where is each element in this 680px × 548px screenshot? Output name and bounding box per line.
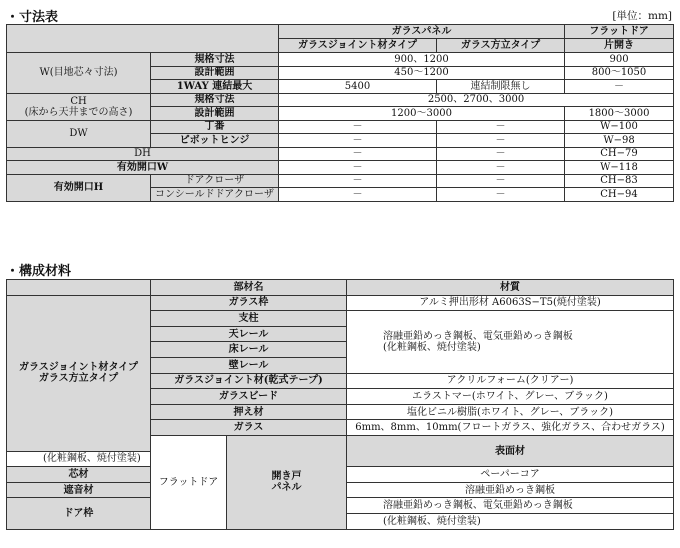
- bead-label: ガラスビード: [151, 389, 347, 405]
- glass-group-label: [7, 295, 151, 451]
- rail-material-line1: 溶融亜鉛めっき鋼板、電気亜鉛めっき鋼板: [383, 330, 573, 342]
- ceiling-rail-label: 天レール: [151, 326, 347, 342]
- w-max-label: 1WAY 連結最大: [151, 80, 279, 94]
- header-single-swing: 片開き: [565, 39, 674, 53]
- table-row: [7, 161, 674, 175]
- surface-material-line2: (化粧鋼板、焼付塗装): [7, 451, 151, 467]
- eh-closer-door: CH−83: [565, 174, 674, 188]
- w-std-label: 規格寸法: [151, 53, 279, 67]
- dw-pivot-mullion: －: [437, 134, 565, 148]
- w-max-joint: 5400: [279, 80, 437, 94]
- header-empty-cell: [7, 25, 279, 53]
- dw-label: DW: [7, 120, 151, 147]
- glass-label: ガラス: [151, 420, 347, 436]
- w-std-glass: 900、1200: [279, 53, 565, 67]
- dimension-table: [6, 24, 674, 202]
- table-row: [7, 53, 674, 67]
- ew-mullion: －: [437, 161, 565, 175]
- header-joint-type: ガラスジョイント材タイプ: [279, 39, 437, 53]
- dw-hinge-mullion: －: [437, 120, 565, 134]
- ch-range-glass: 1200～3000: [279, 107, 565, 121]
- ch-range-door: 1800～3000: [565, 107, 674, 121]
- eh-concealed-mullion: －: [437, 188, 565, 202]
- dh-label: DH: [7, 147, 279, 161]
- materials-table-title: ・構成材料: [6, 264, 72, 279]
- header-empty-cell: [7, 280, 151, 296]
- ch-range-label: 設計範囲: [151, 107, 279, 121]
- door-panel-label: [227, 435, 347, 529]
- post-label: 支柱: [151, 311, 347, 327]
- presser-material: 塩化ビニル樹脂(ホワイト、グレー、ブラック): [347, 404, 674, 420]
- glass-group-label-line1: ガラスジョイント材タイプ: [19, 362, 138, 374]
- header-part-name: 部材名: [151, 280, 347, 296]
- ch-label-line1: CH: [70, 95, 87, 107]
- w-range-label: 設計範囲: [151, 66, 279, 80]
- rail-material: [347, 311, 674, 373]
- w-max-mullion: 連結制限無し: [437, 80, 565, 94]
- frame-label: ガラス枠: [151, 295, 347, 311]
- w-std-door: 900: [565, 53, 674, 67]
- frame-material: アルミ押出形材 A6063S−T5(焼付塗装): [347, 295, 674, 311]
- table-header-row: [7, 25, 674, 39]
- dw-hinge-joint: －: [279, 120, 437, 134]
- eh-label: 有効開口H: [7, 174, 151, 201]
- w-range-door: 800～1050: [565, 66, 674, 80]
- header-mullion-type: ガラス方立タイプ: [437, 39, 565, 53]
- door-frame-material-line1: 溶融亜鉛めっき鋼板、電気亜鉛めっき鋼板: [347, 498, 674, 514]
- table-header-row: [7, 280, 674, 296]
- joint-label: ガラスジョイント材(乾式テープ): [151, 373, 347, 389]
- dw-pivot-door: W−98: [565, 134, 674, 148]
- ew-label: 有効開口W: [7, 161, 279, 175]
- w-range-glass: 450～1200: [279, 66, 565, 80]
- door-frame-label: ドア枠: [7, 498, 151, 529]
- table-row: [7, 174, 674, 188]
- ew-door: W−118: [565, 161, 674, 175]
- dh-door: CH−79: [565, 147, 674, 161]
- core-label: 芯材: [7, 467, 151, 483]
- surface-label: 表面材: [347, 435, 674, 466]
- door-frame-material-line2: (化粧鋼板、焼付塗装): [347, 513, 674, 529]
- header-material: 材質: [347, 280, 674, 296]
- eh-closer-joint: －: [279, 174, 437, 188]
- dh-joint: －: [279, 147, 437, 161]
- w-max-door: －: [565, 80, 674, 94]
- door-panel-label-line1: 開き戸: [271, 471, 302, 483]
- table-row: [7, 93, 674, 107]
- bead-material: エラストマー(ホワイト、グレー、ブラック): [347, 389, 674, 405]
- joint-material: アクリルフォーム(クリアー): [347, 373, 674, 389]
- door-group-label: フラットドア: [151, 435, 227, 529]
- table-row: [7, 295, 674, 311]
- eh-concealed-joint: －: [279, 188, 437, 202]
- ch-std-label: 規格寸法: [151, 93, 279, 107]
- dw-hinge-label: 丁番: [151, 120, 279, 134]
- ch-label: [7, 93, 151, 120]
- ch-std-all: 2500、2700、3000: [279, 93, 674, 107]
- ew-joint: －: [279, 161, 437, 175]
- table-row: [7, 147, 674, 161]
- dh-mullion: －: [437, 147, 565, 161]
- glass-group-label-line2: ガラス方立タイプ: [38, 373, 119, 385]
- rail-material-line2: (化粧鋼板、焼付塗装): [383, 341, 481, 353]
- header-glass-panel: ガラスパネル: [279, 25, 565, 39]
- eh-concealed-door: CH−94: [565, 188, 674, 202]
- presser-label: 押え材: [151, 404, 347, 420]
- eh-closer-mullion: －: [437, 174, 565, 188]
- dw-hinge-door: W−100: [565, 120, 674, 134]
- dw-pivot-joint: －: [279, 134, 437, 148]
- ch-label-line2: (床から天井までの高さ): [24, 106, 133, 118]
- eh-concealed-label: コンシールドドアクローザ: [151, 188, 279, 202]
- eh-closer-label: ドアクローザ: [151, 174, 279, 188]
- materials-table: [6, 279, 674, 530]
- dw-pivot-label: ピボットヒンジ: [151, 134, 279, 148]
- sound-label: 遮音材: [7, 482, 151, 498]
- core-material: ペーパーコア: [347, 467, 674, 483]
- sound-material: 溶融亜鉛めっき鋼板: [347, 482, 674, 498]
- door-panel-label-line2: パネル: [271, 482, 302, 494]
- table-row: [7, 120, 674, 134]
- unit-label: [単位：mm]: [612, 10, 672, 22]
- floor-rail-label: 床レール: [151, 342, 347, 358]
- header-flat-door: フラットドア: [565, 25, 674, 39]
- w-label: W(目地芯々寸法): [7, 53, 151, 94]
- dimension-table-title: ・寸法表: [6, 10, 59, 25]
- wall-rail-label: 壁レール: [151, 357, 347, 373]
- glass-material: 6mm、8mm、10mm(フロートガラス、強化ガラス、合わせガラス): [347, 420, 674, 436]
